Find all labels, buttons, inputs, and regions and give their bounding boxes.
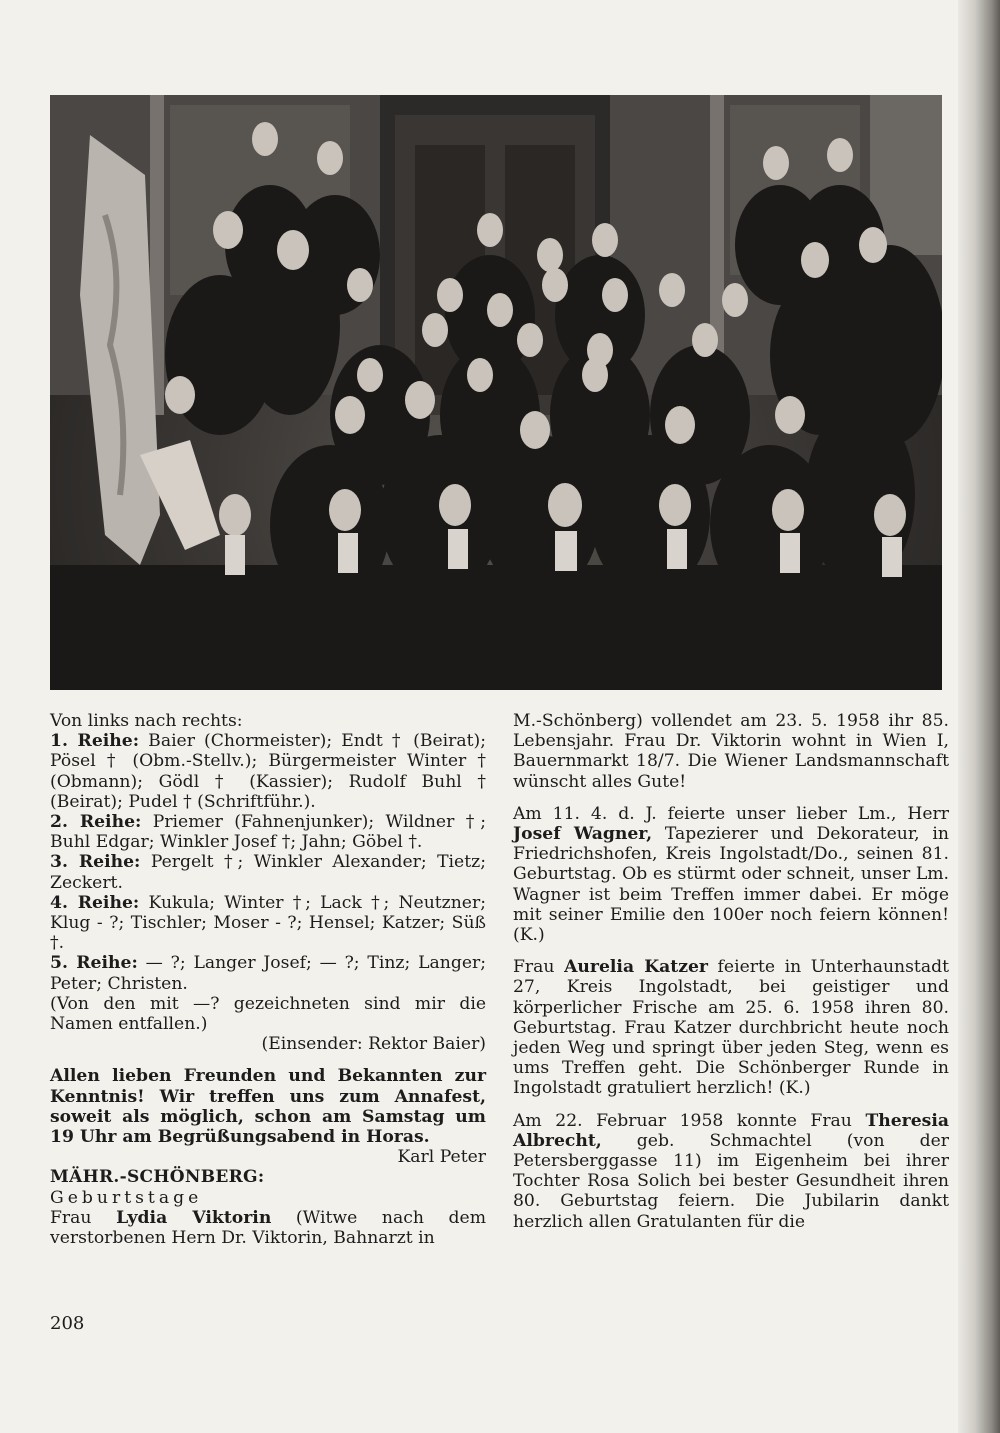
row-3-label: 3. Reihe: — [50, 852, 141, 873]
albrecht-paragraph — [513, 1111, 949, 1232]
wagner-pre: Am 11. 4. d. J. feierte unser lieber Lm., Herr — [513, 803, 949, 824]
left-text-column — [50, 711, 486, 1248]
row-2-caption — [50, 812, 486, 852]
row-2-label: 2. Reihe: — [50, 812, 142, 833]
group-photo-image — [50, 95, 942, 690]
lydia-paragraph — [50, 1208, 486, 1248]
albrecht-post: geb. Schmachtel (von der Petersberggasse 11) im Eigenheim bei ihrer Tochter Rosa Solich bei bester Gesundheit ihren 80. Geburtstag feiern. Die Jubilarin dankt herzlich allen Gratulanten für die — [513, 1130, 949, 1232]
section-heading: MÄHR.-SCHÖNBERG: — [50, 1167, 265, 1188]
wagner-post: Tapezierer und Dekorateur, in Friedrichshofen, Kreis Ingolstadt/Do., seinen 81. Geburtstag. Ob es stürmt oder schneit, unser Lm. Wagner ist beim Treffen immer dabei. Er möge mit seiner Emilie den 100er noch feiern können! (K.) — [513, 824, 949, 946]
row-4-caption — [50, 893, 486, 954]
lydia-pre: Frau — [50, 1207, 117, 1228]
wagner-name: Josef Wagner, — [513, 824, 653, 845]
katzer-post: feierte in Unterhaunstadt 27, Kreis Ingolstadt, bei geistiger und körperlicher Frische am 25. 6. 1958 ihren 80. Geburtstag. Frau Katzer durchbricht heute noch jeden Weg und springt über jeden Steg, wenn es ums Treffen geht. Die Schönberger Runde in Ingolstadt gratuliert herzlich! (K.) — [513, 957, 949, 1099]
albrecht-name: Theresia Albrecht, — [513, 1110, 949, 1151]
section-subheading: Geburtstage — [50, 1187, 203, 1208]
page-number: 208 — [50, 1313, 85, 1334]
page-gutter-shadow — [958, 0, 1000, 1433]
caption-intro: Von links nach rechts: — [50, 711, 243, 731]
albrecht-pre: Am 22. Februar 1958 konnte Frau — [513, 1110, 866, 1131]
wagner-paragraph — [513, 804, 949, 945]
row-5-text: — ?; Langer Josef; — ?; Tinz; Langer; Peter; Christen. — [50, 953, 487, 994]
row-5-caption — [50, 953, 486, 993]
caption-note: (Von den mit —? gezeichneten sind mir die Namen entfallen.) — [50, 993, 486, 1035]
row-1-label: 1. Reihe: — [50, 731, 140, 752]
row-5-label: 5. Reihe: — [50, 953, 138, 974]
row-3-text: Pergelt †; Winkler Alexander; Tietz; Zeckert. — [50, 852, 486, 893]
katzer-paragraph — [513, 957, 949, 1098]
lydia-name: Lydia Viktorin — [116, 1207, 272, 1228]
caption-sender: (Einsender: Rektor Baier) — [261, 1034, 486, 1055]
katzer-pre: Frau — [513, 957, 565, 978]
lydia-continuation: M.-Schönberg) vollendet am 23. 5. 1958 ihr 85. Lebensjahr. Frau Dr. Viktorin wohnt in Wien I, Bauernmarkt 18/7. Die Wiener Landsmannschaft wünscht alles Gute! — [513, 711, 949, 792]
right-text-column — [513, 711, 949, 1232]
row-1-caption — [50, 731, 486, 812]
signature: Karl Peter — [397, 1147, 486, 1168]
row-1-text: Baier (Chormeister); Endt † (Beirat); Pösel † (Obm.-Stellv.); Bürgermeister Winter † (Obmann); Gödl † (Kassier); Rudolf Buhl † (Beirat); Pudel † (Schriftführ.). — [50, 731, 487, 812]
row-4-text: Kukula; Winter †; Lack †; Neutzner; Klug - ?; Tischler; Moser - ?; Hensel; Katzer; Süß †. — [50, 892, 486, 954]
lydia-post: (Witwe nach dem verstorbenen Hern Dr. Viktorin, Bahnarzt in — [50, 1207, 486, 1249]
row-4-label: 4. Reihe: — [50, 892, 140, 913]
katzer-name: Aurelia Katzer — [564, 957, 708, 978]
row-3-caption — [50, 852, 486, 892]
row-2-text: Priemer (Fahnenjunker); Wildner †; Buhl Edgar; Winkler Josef †; Jahn; Göbel †. — [50, 812, 486, 853]
announcement: Allen lieben Freunden und Bekannten zur Kenntnis! Wir treffen uns zum Annafest, soweit als möglich, schon am Samstag um 19 Uhr am Begrüßungsabend in Horas. — [50, 1066, 486, 1148]
group-photo — [50, 95, 942, 690]
